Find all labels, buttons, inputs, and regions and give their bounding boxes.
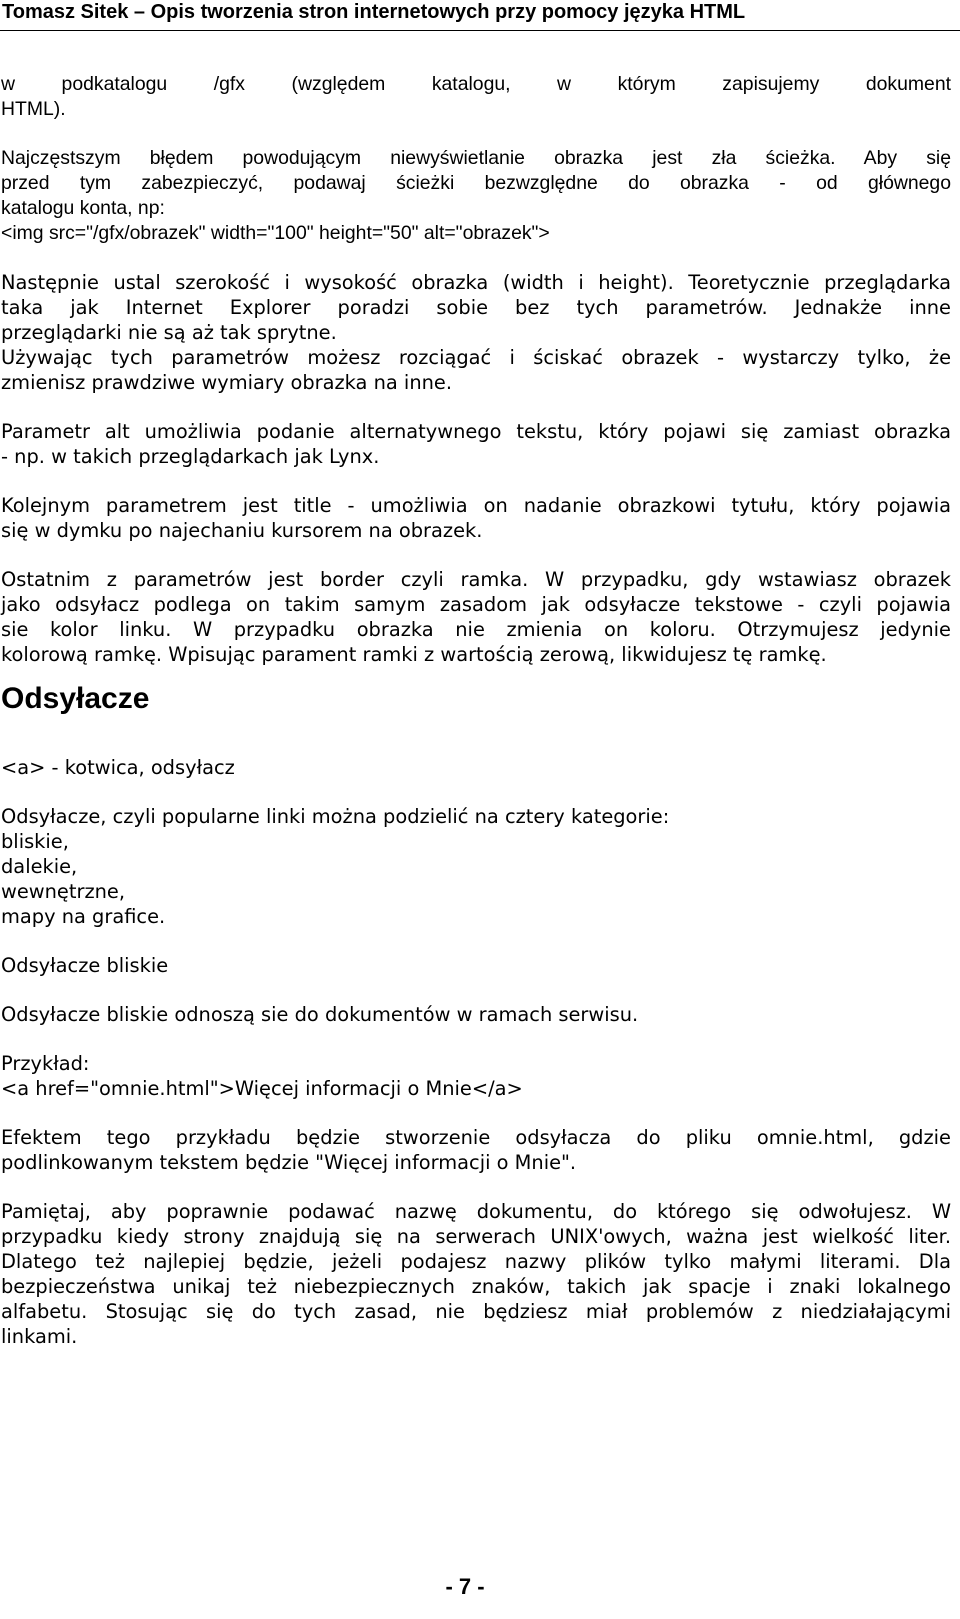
text-line: w podkatalogu /gfx (względem katalogu, w którym zapisujemy dokument	[1, 73, 951, 95]
link-categories	[1, 804, 951, 929]
page-number: - 7 -	[445, 1574, 485, 1599]
list-item: dalekie,	[1, 855, 78, 878]
code-sample: <img src="/gfx/obrazek" width="100" height="50" alt="obrazek">	[1, 222, 550, 244]
sub-text: Odsyłacze bliskie odnoszą sie do dokumentów w ramach serwisu.	[1, 1003, 639, 1026]
text-line: podlinkowanym tekstem będzie "Więcej informacji o Mnie".	[1, 1151, 577, 1174]
anchor-tag-line: <a> - kotwica, odsyłacz	[1, 756, 235, 779]
paragraph-alt	[1, 419, 951, 469]
sub-heading: Odsyłacze bliskie	[1, 954, 169, 977]
text-line: taka jak Internet Explorer poradzi sobie bez tych parametrów. Jednakże inne	[1, 296, 951, 319]
text-line: Pamiętaj, aby poprawnie podawać nazwę dokumentu, do którego się odwołujesz. W	[1, 1200, 951, 1223]
text-line: kolorową ramkę. Wpisując parament ramki z wartością zerową, likwidujesz tę ramkę.	[1, 643, 827, 666]
paragraph-title	[1, 493, 951, 543]
example-block	[1, 1051, 951, 1101]
text-line: się w dymku po najechaniu kursorem na obrazek.	[1, 519, 483, 542]
text-line: Dlatego też najlepiej będzie, jeżeli podajesz nazwy plików tylko małymi literami. Dla	[1, 1250, 951, 1273]
document-title: Tomasz Sitek – Opis tworzenia stron internetowych przy pomocy języka HTML	[2, 1, 746, 23]
paragraph-image-path	[1, 72, 951, 122]
paragraph-filenames	[1, 1199, 951, 1349]
text-line: Następnie ustal szerokość i wysokość obrazka (width i height). Teoretycznie przeglądarka	[1, 271, 951, 294]
text-line: Najczęstszym błędem powodującym niewyświetlanie obrazka jest zła ścieżka. Aby się	[1, 147, 951, 169]
header-divider	[0, 30, 960, 31]
list-item: wewnętrzne,	[1, 880, 126, 903]
list-item: mapy na grafice.	[1, 905, 166, 928]
text-line: Efektem tego przykładu będzie stworzenie odsyłacza do pliku omnie.html, gdzie	[1, 1126, 951, 1149]
text-line: katalogu konta, np:	[1, 197, 165, 219]
text-line: zmienisz prawdziwe wymiary obrazka na inne.	[1, 371, 452, 394]
page-header	[0, 0, 960, 32]
paragraph-border	[1, 567, 951, 667]
text-line: przed tym zabezpieczyć, podawaj ścieżki bezwzględne do obrazka - od głównego	[1, 172, 951, 194]
page-content	[1, 72, 951, 1349]
section-heading: Odsyłacze	[1, 682, 150, 715]
text-line: Używając tych parametrów możesz rozciągać i ściskać obrazek - wystarczy tylko, że	[1, 346, 951, 369]
example-label: Przykład:	[1, 1052, 90, 1075]
paragraph-example-result	[1, 1125, 951, 1175]
text-line: alfabetu. Stosując się do tych zasad, nie będziesz miał problemów z niedziałającymi	[1, 1300, 951, 1323]
text-line: Parametr alt umożliwia podanie alternatywnego tekstu, który pojawi się zamiast obrazka	[1, 420, 951, 443]
text-line: HTML).	[1, 98, 66, 120]
text-line: bezpieczeństwa unikaj też niebezpiecznych znaków, takich jak spacje i znaki lokalnego	[1, 1275, 951, 1298]
paragraph-dimensions	[1, 270, 951, 395]
paragraph-common-error	[1, 146, 951, 246]
list-item: bliskie,	[1, 830, 69, 853]
code-sample: <a href="omnie.html">Więcej informacji o Mnie</a>	[1, 1077, 523, 1100]
text-line: jako odsyłacz podlega on takim samym zasadom jak odsyłacze tekstowe - czyli pojawia	[1, 593, 951, 616]
text-line: Ostatnim z parametrów jest border czyli ramka. W przypadku, gdy wstawiasz obrazek	[1, 568, 951, 591]
text-line: linkami.	[1, 1325, 78, 1348]
text-line: przypadku kiedy strony znajdują się na serwerach UNIX'owych, ważna jest wielkość liter.	[1, 1225, 951, 1248]
text-line: - np. w takich przeglądarkach jak Lynx.	[1, 445, 380, 468]
text-line: przeglądarki nie są aż tak sprytne.	[1, 321, 337, 344]
text-line: sie kolor linku. W przypadku obrazka nie zmienia on koloru. Otrzymujesz jedynie	[1, 618, 951, 641]
categories-intro: Odsyłacze, czyli popularne linki można podzielić na cztery kategorie:	[1, 805, 670, 828]
text-line: Kolejnym parametrem jest title - umożliwia on nadanie obrazkowi tytułu, który pojawia	[1, 494, 951, 517]
